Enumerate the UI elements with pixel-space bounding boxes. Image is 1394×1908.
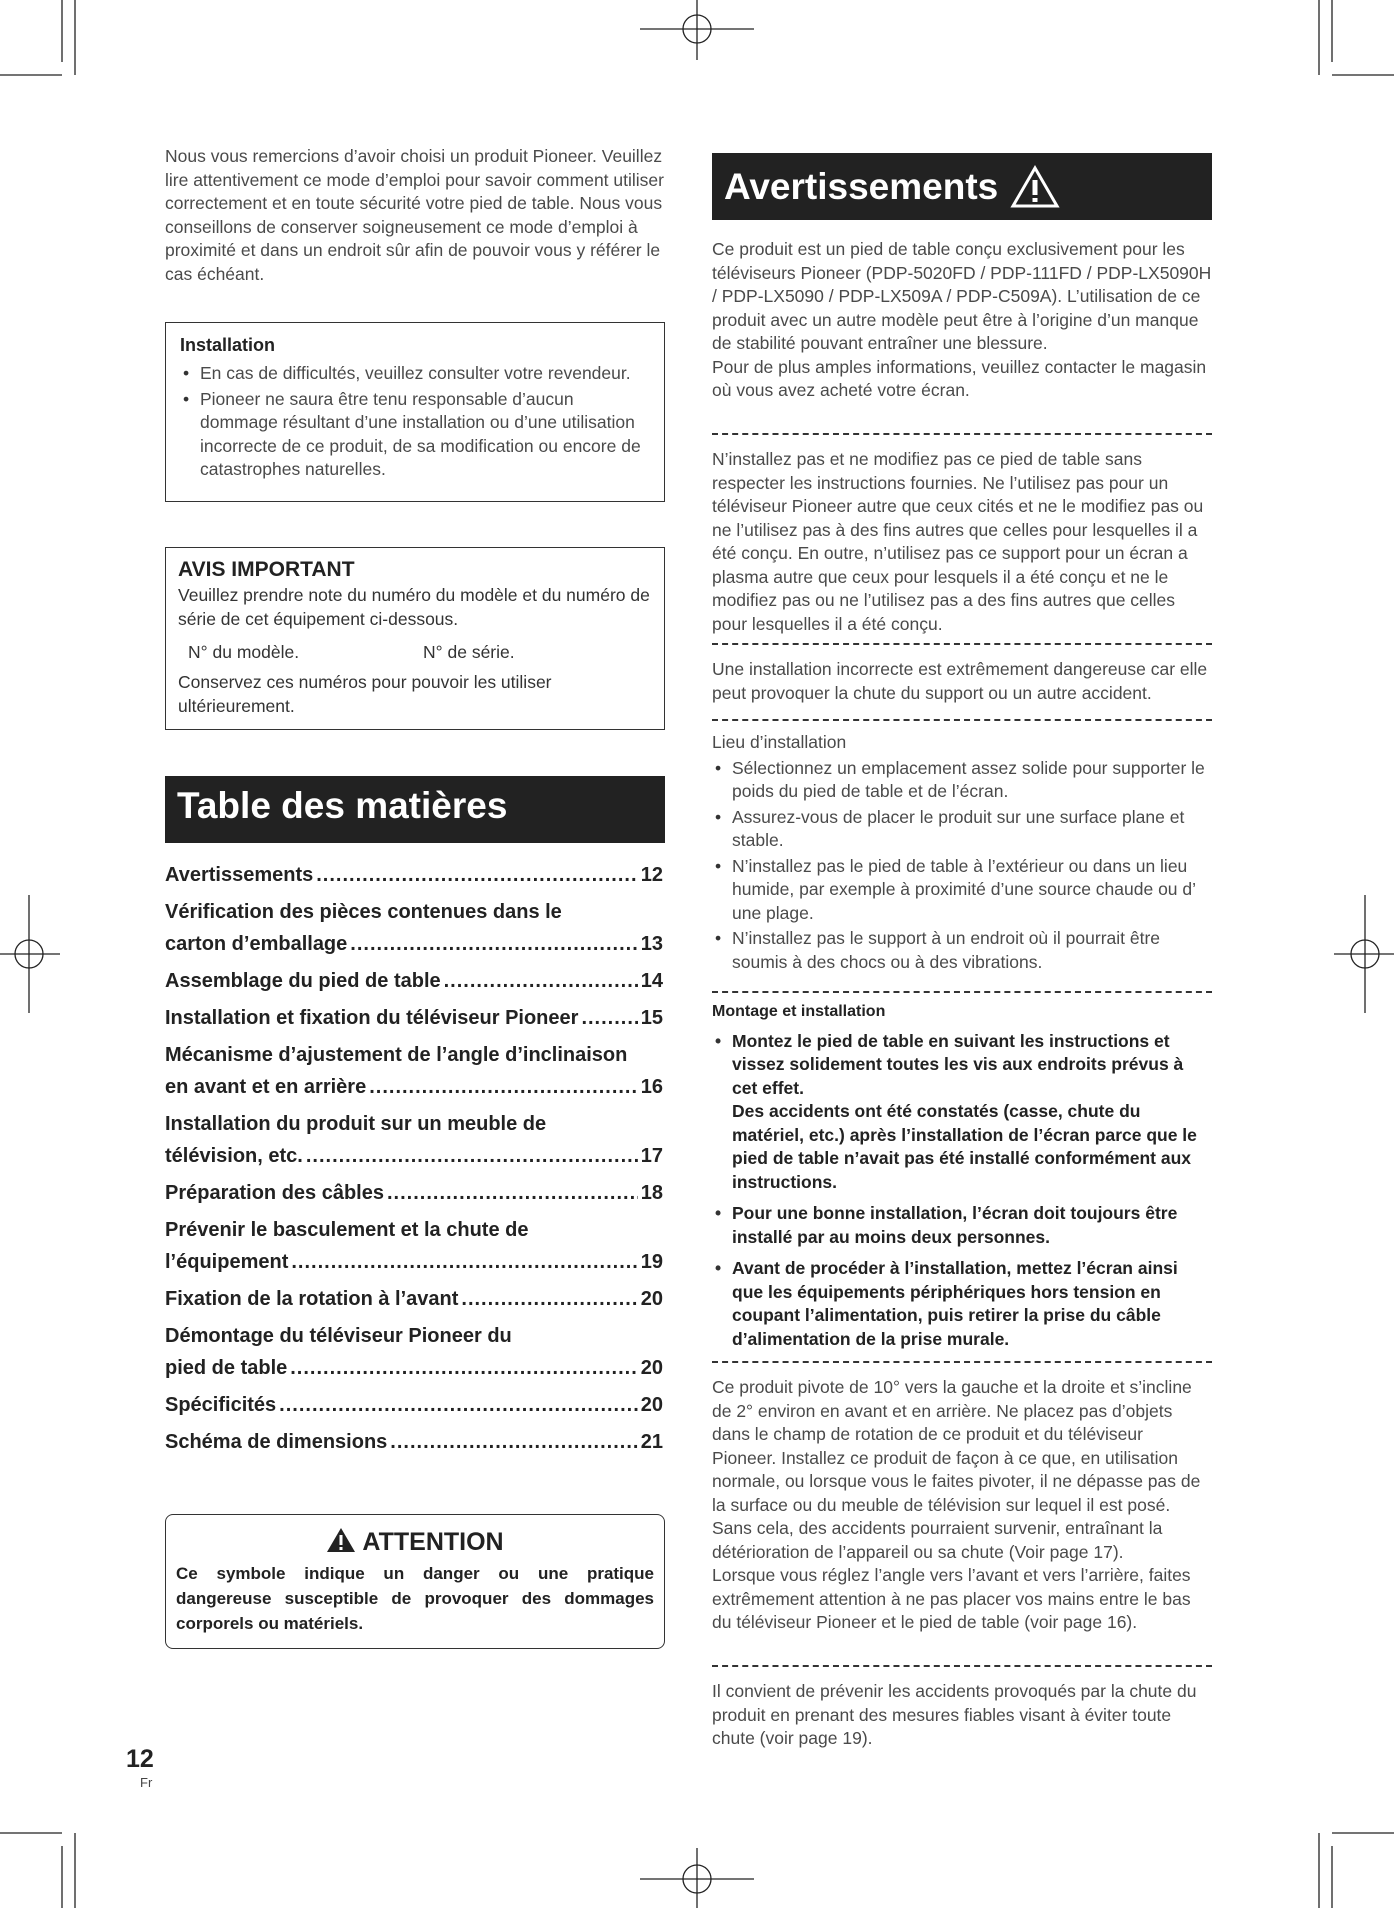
toc-entry-page: 15 <box>640 1007 663 1029</box>
warning-block-rotation: Ce produit pivote de 10° vers la gauche et la droite et s’incline de 2° environ en avant et en arrière. Ne placez pas d’objets dans le champ de rotation de ce produit et du téléviseur Pioneer. Installez ce produit de façon à ce que, en utilisation normale, ou lorsque vous le faites pivoter, il ne dépasse pas de la surface ou du meuble de télévision sur lequel il est posé. Sans cela, des accidents pourraient survenir, entraînant la détérioration de l’appareil ou sa chute (Voir page 17). Lorsque vous réglez l’angle vers l’avant et vers l’arrière, faites extrêmement attention à ne pas placer vos mains entre le bas du téléviseur Pioneer et le pied de table (voir page 16). <box>712 1377 1201 1632</box>
warning-triangle-icon <box>326 1527 356 1553</box>
location-item: • Sélectionnez un emplacement assez solide pour supporter le poids du pied de table et de l’écran. <box>712 757 1212 804</box>
toc-entry-title: Avertissements <box>165 864 314 886</box>
toc-leader-dots <box>581 1002 637 1034</box>
separator <box>712 433 1212 435</box>
serial-number-label: N° de série. <box>423 642 515 662</box>
warning-block-modification: N’installez pas et ne modifiez pas ce pied de table sans respecter les instructions fournies. Ne l’utilisez pas pour un téléviseur Pioneer autre que ceux cités et ne le modifiez pas ou ne l’utilisez pas à des fins autres que celles pour lesquelles il a été conçu. En outre, n’utilisez pas ce support pour un écran a plasma autre que ceux pour lesquels il a été conçu et ne le modifiez pas ou ne l’utilisez pas a des fins autres que celles pour lesquelles il a été conçu. <box>712 449 1204 634</box>
toc-entry[interactable] <box>165 1320 663 1384</box>
toc-entry-page: 17 <box>640 1145 663 1167</box>
toc-leader-dots <box>444 965 638 997</box>
mounting-title: Montage et installation <box>712 1003 886 1020</box>
toc-leader-dots <box>290 1352 638 1384</box>
installation-title: Installation <box>180 335 276 355</box>
warnings-heading <box>712 153 1212 220</box>
toc-entry-title: Fixation de la rotation à l’avant <box>165 1288 459 1310</box>
warning-block-compatibility: Ce produit est un pied de table conçu exclusivement pour les téléviseurs Pioneer (PDP-5020FD / PDP-111FD / PDP-LX5090H / PDP-LX5090 / PDP-LX509A / PDP-C509A). L’utilisation de ce produit avec un autre modèle peut être à l’origine d’un manque de stabilité pouvant entraîner une blessure. Pour de plus amples informations, veuillez contacter le magasin où vous avez acheté votre écran. <box>712 239 1212 400</box>
toc-entry-title: l’équipement <box>165 1251 289 1273</box>
attention-text: Ce symbole indique un danger ou une pratique dangereuse susceptible de provoquer des dommages corporels ou matériels. <box>176 1564 654 1633</box>
toc-heading: Table des matières <box>165 776 665 843</box>
toc-entry-title: en avant et en arrière <box>165 1076 367 1098</box>
toc-entry-title-line1: Vérification des pièces contenues dans le <box>165 901 562 923</box>
toc-leader-dots <box>316 859 638 891</box>
mounting-item: • Montez le pied de table en suivant les instructions et vissez solidement toutes les vis aux endroits prévus à cet effet. Des accidents ont été constatés (casse, chute du matériel, etc.) après l’installation de l’écran parce que le pied de table n’avait pas été installé conformément aux instructions. <box>712 1030 1212 1195</box>
attention-box <box>165 1514 665 1649</box>
toc-entry-page: 16 <box>640 1076 663 1098</box>
warning-block-fall-prevention: Il convient de prévenir les accidents provoqués par la chute du produit en prenant des mesures fiables visant à éviter toute chute (voir page 19). <box>712 1681 1197 1748</box>
installation-item: • En cas de difficultés, veuillez consulter votre revendeur. <box>180 362 650 386</box>
attention-title: ATTENTION <box>362 1528 504 1556</box>
toc-entry-title-line1: Installation du produit sur un meuble de <box>165 1113 547 1135</box>
separator <box>712 719 1212 721</box>
mounting-item: • Avant de procéder à l’installation, mettez l’écran ainsi que les équipements périphériques hors tension en coupant l’alimentation, puis retirer la prise du câble d’alimentation de la prise murale. <box>712 1257 1212 1351</box>
toc-entry-title: Assemblage du pied de table <box>165 970 441 992</box>
attention-header <box>176 1527 654 1557</box>
toc-entry[interactable] <box>165 1177 663 1209</box>
toc-entry[interactable] <box>165 1002 663 1034</box>
page-number: 12 <box>126 1745 154 1773</box>
location-title: Lieu d’installation <box>712 732 847 752</box>
toc-entry-title: Spécificités <box>165 1394 277 1416</box>
toc-entry-title-line1: Démontage du téléviseur Pioneer du <box>165 1325 512 1347</box>
toc-entry-page: 19 <box>640 1251 663 1273</box>
toc-entry-title: carton d’emballage <box>165 933 348 955</box>
toc-entry[interactable] <box>165 1108 663 1172</box>
avis-important-box <box>165 547 665 730</box>
toc-leader-dots <box>390 1426 637 1458</box>
warning-block-incorrect-installation: Une installation incorrecte est extrêmement dangereuse car elle peut provoquer la chute du support ou un autre accident. <box>712 659 1208 703</box>
toc-entry-page: 20 <box>640 1394 663 1416</box>
toc-entry[interactable] <box>165 1426 663 1458</box>
toc-leader-dots <box>306 1140 638 1172</box>
installation-box <box>165 322 665 502</box>
toc-leader-dots <box>350 928 637 960</box>
warnings-title: Avertissements <box>724 165 999 207</box>
toc-entry[interactable] <box>165 859 663 891</box>
toc-entry[interactable] <box>165 896 663 960</box>
toc-entry-title-line1: Mécanisme d’ajustement de l’angle d’inclinaison <box>165 1044 628 1066</box>
toc-entry-title-line1: Prévenir le basculement et la chute de <box>165 1219 529 1241</box>
toc-entry-page: 20 <box>640 1288 663 1310</box>
toc-entry-title: Installation et fixation du téléviseur Pioneer <box>165 1007 579 1029</box>
intro-paragraph: Nous vous remercions d’avoir choisi un produit Pioneer. Veuillez lire attentivement ce mode d’emploi pour savoir comment utiliser correctement et en toute sécurité votre pied de table. Nous vous conseillons de conserver soigneusement ce mode d’emploi à proximité et dans un endroit sûr afin de pouvoir vous y référer le cas échéant. <box>165 146 664 284</box>
toc-leader-dots <box>461 1283 637 1315</box>
toc-leader-dots <box>291 1246 637 1278</box>
mounting-list <box>712 1030 1212 1352</box>
avis-fields <box>178 641 652 665</box>
toc-entry-page: 13 <box>640 933 663 955</box>
toc-entry-page: 12 <box>640 864 663 886</box>
installation-item: • Pioneer ne saura être tenu responsable d’aucun dommage résultant d’une installation ou d’une utilisation incorrecte de ce produit, de sa modification ou encore de catastrophes naturelles. <box>180 388 650 482</box>
toc-entry-title: Schéma de dimensions <box>165 1431 388 1453</box>
toc-entry[interactable] <box>165 1214 663 1278</box>
separator <box>712 1361 1212 1363</box>
installation-list <box>180 362 650 482</box>
avis-text: Veuillez prendre note du numéro du modèle et du numéro de série de cet équipement ci-dessous. <box>178 585 650 629</box>
toc-entry-title: télévision, etc. <box>165 1145 303 1167</box>
toc-entry-page: 21 <box>640 1431 663 1453</box>
separator <box>712 643 1212 645</box>
avis-title: AVIS IMPORTANT <box>178 558 355 581</box>
toc-entry[interactable] <box>165 1283 663 1315</box>
location-section <box>712 731 1212 976</box>
mounting-section <box>712 1000 1212 1353</box>
location-item: • N’installez pas le support à un endroit où il pourrait être soumis à des chocs ou à des vibrations. <box>712 927 1212 974</box>
toc-entry-page: 14 <box>640 970 663 992</box>
toc-entry-page: 18 <box>640 1182 663 1204</box>
toc-leader-dots <box>279 1389 638 1421</box>
toc-entry[interactable] <box>165 965 663 997</box>
warning-triangle-icon <box>1010 165 1060 209</box>
toc-entry[interactable] <box>165 1389 663 1421</box>
separator <box>712 991 1212 993</box>
model-number-label: N° du modèle. <box>188 642 300 662</box>
location-item: • N’installez pas le pied de table à l’extérieur ou dans un lieu humide, par exemple à proximité d’une source chaude ou d’ une plage. <box>712 855 1212 926</box>
toc-leader-dots <box>387 1177 638 1209</box>
separator <box>712 1665 1212 1667</box>
location-list <box>712 757 1212 975</box>
location-item: • Assurez-vous de placer le produit sur une surface plane et stable. <box>712 806 1212 853</box>
toc-entry[interactable] <box>165 1039 663 1103</box>
mounting-item: • Pour une bonne installation, l’écran doit toujours être installé par au moins deux personnes. <box>712 1202 1212 1249</box>
toc-entry-title: Préparation des câbles <box>165 1182 384 1204</box>
toc-leader-dots <box>369 1071 638 1103</box>
language-code: Fr <box>140 1775 153 1790</box>
avis-footer: Conservez ces numéros pour pouvoir les utiliser ultérieurement. <box>178 672 552 716</box>
toc-entry-title: pied de table <box>165 1357 288 1379</box>
toc-entry-page: 20 <box>640 1357 663 1379</box>
